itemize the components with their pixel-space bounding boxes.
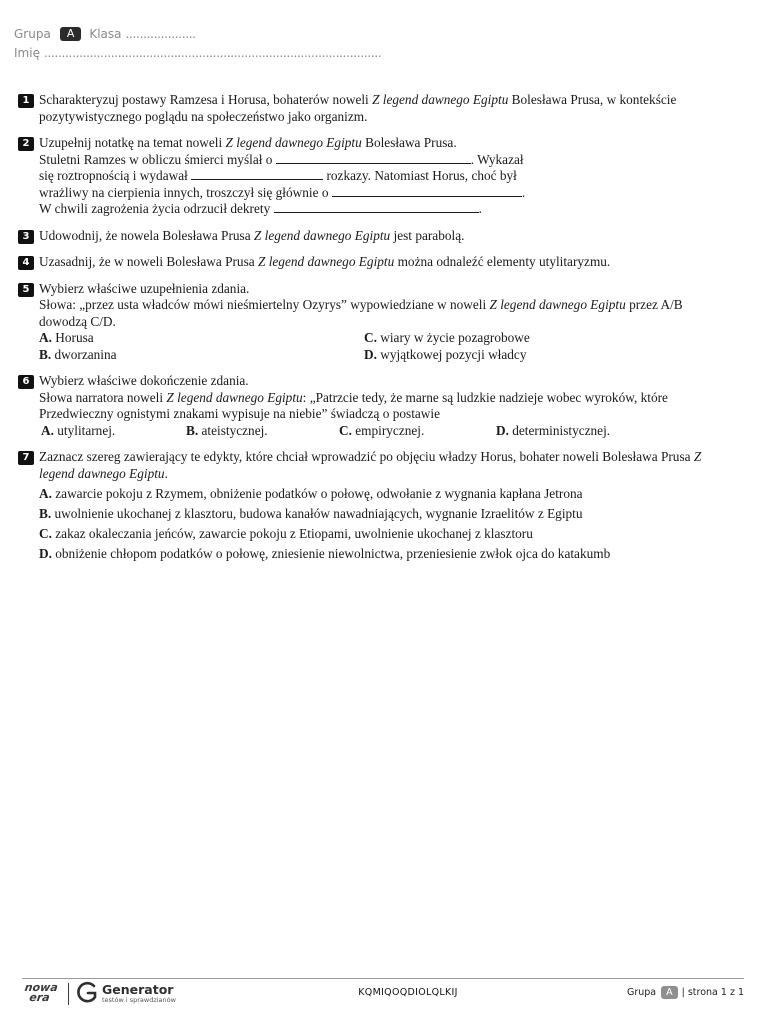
answer-option[interactable]: [39, 484, 718, 504]
question-sentence: [39, 297, 718, 330]
option-letter: B.: [39, 346, 52, 362]
answer-option[interactable]: [39, 544, 718, 564]
option-letter: A.: [39, 486, 52, 501]
name-row: [14, 43, 381, 62]
question-6: [18, 373, 718, 439]
question-5: [18, 281, 718, 364]
question-text: Słowa: „przez usta władców mówi nieśmiertelny Ozyrys” wypowiedziane w noweli: [39, 297, 490, 312]
note-text: Stuletni Ramzes w obliczu śmierci myślał o: [39, 151, 276, 167]
note-text: rozkazy. Natomiast Horus, choć był: [323, 168, 517, 183]
option-text: uwolnienie ukochanej z klasztoru, budowa kanałów nawadniających, wygnanie Izraelitów z Egiptu: [51, 506, 583, 521]
question-sentence: [39, 449, 718, 482]
logo-word: nowa: [23, 981, 59, 994]
answer-blank[interactable]: [332, 185, 522, 197]
answer-option[interactable]: [39, 504, 718, 524]
answer-option[interactable]: [339, 423, 496, 440]
option-letter: A.: [41, 422, 54, 438]
question-text: Scharakteryzuj postawy Ramzesa i Horusa, bohaterów noweli: [39, 92, 373, 107]
question-text: Uzupełnij notatkę na temat noweli: [39, 135, 226, 150]
question-3: [18, 228, 718, 245]
option-text: deterministycznej.: [508, 422, 611, 438]
option-letter: A.: [39, 330, 52, 345]
book-title: Z legend dawnego Egiptu: [489, 297, 626, 312]
note-text: .: [521, 184, 526, 200]
question-number: 3: [18, 230, 34, 244]
page-info: [627, 986, 744, 999]
question-number: 5: [18, 283, 34, 297]
note-text: .: [478, 201, 482, 216]
note-line: [39, 201, 718, 218]
answer-option[interactable]: [496, 423, 636, 440]
class-label: Klasa: [89, 26, 122, 41]
question-text: .: [164, 465, 168, 481]
question-7: [18, 449, 718, 564]
question-number: 2: [18, 137, 34, 151]
note-text: wrażliwy na cierpienia innych, troszczył się głównie o: [39, 184, 332, 200]
note-line: [39, 152, 718, 169]
option-letter: D.: [496, 422, 509, 438]
answer-option[interactable]: [39, 330, 364, 347]
logo-word: era: [28, 991, 51, 1004]
group-class-row: [14, 24, 381, 43]
question-text: Bolesława Prusa.: [361, 135, 457, 150]
page-counter: | strona 1 z 1: [681, 987, 744, 998]
answer-blank[interactable]: [191, 168, 323, 180]
question-instruction: [39, 135, 718, 152]
book-title: Z legend dawnego Egiptu: [39, 449, 702, 481]
option-letter: C.: [339, 422, 352, 438]
answer-option[interactable]: [41, 423, 186, 440]
question-text: Zaznacz szereg zawierający te edykty, które chciał wprowadzić po objęciu władzy Horus, bohater noweli Bolesława Prusa: [39, 449, 694, 464]
option-text: zawarcie pokoju z Rzymem, obniżenie podatków o połowę, odwołanie z wygnania kapłana Jetrona: [51, 486, 583, 501]
book-title: Z legend dawnego Egiptu: [225, 135, 362, 150]
question-2: [18, 135, 718, 218]
question-text: jest parabolą.: [390, 227, 465, 243]
question-number: 7: [18, 451, 34, 465]
class-dots: ....................: [125, 26, 196, 41]
question-text: : „Patrzcie tedy, że marne są ludzkie nadzieje wobec wyroków, które Przedwieczny ognistymi znakami wypisuje na niebie” świadczą o postawie: [39, 389, 668, 421]
question-text: Udowodnij, że nowela Bolesława Prusa: [39, 227, 254, 243]
answer-option[interactable]: [39, 347, 364, 364]
question-number: 4: [18, 256, 34, 270]
question-number: 6: [18, 375, 34, 389]
question-sentence: [39, 390, 718, 423]
name-label: Imię: [14, 45, 40, 60]
option-letter: B.: [39, 506, 52, 521]
book-title: Z legend dawnego Egiptu: [372, 92, 509, 107]
footer-divider: [22, 978, 744, 979]
book-title: Z legend dawnego Egiptu: [166, 389, 303, 405]
option-text: ateistycznej.: [198, 422, 268, 438]
book-title: Z legend dawnego Egiptu: [257, 254, 395, 269]
option-letter: D.: [364, 346, 377, 362]
footer-group-badge: A: [661, 986, 678, 999]
book-title: Z legend dawnego Egiptu: [253, 227, 391, 243]
name-dots: ................................................................................................: [43, 45, 382, 60]
answer-blank[interactable]: [274, 201, 479, 213]
question-text: Uzasadnij, że w noweli Bolesława Prusa: [39, 254, 258, 269]
option-text: Horusa: [51, 330, 94, 345]
option-letter: C.: [364, 330, 377, 345]
option-text: wyjątkowej pozycji władcy: [376, 346, 527, 362]
question-1: [18, 92, 718, 125]
note-text: W chwili zagrożenia życia odrzucił dekrety: [39, 201, 274, 216]
option-text: obniżenie chłopom podatków o połowę, zniesienie niewolnictwa, przeniesienie zwłok ojca do katakumb: [51, 546, 611, 561]
answer-option[interactable]: [186, 423, 339, 440]
question-instruction: Wybierz właściwe dokończenie zdania.: [39, 373, 249, 388]
answer-option[interactable]: [364, 330, 689, 347]
page-footer: [22, 981, 744, 1011]
footer-group-label: Grupa: [626, 987, 657, 998]
option-letter: C.: [39, 526, 52, 541]
answer-options: [39, 484, 718, 564]
option-text: utylitarnej.: [53, 422, 116, 438]
option-letter: B.: [186, 422, 199, 438]
option-text: empirycznej.: [351, 422, 425, 438]
option-text: zakaz okaleczania jeńców, zawarcie pokoju z Etiopami, uwolnienie ukochanej z klasztoru: [51, 526, 533, 541]
answer-blank[interactable]: [276, 152, 471, 164]
generator-logo-subtitle: testów i sprawdzianów: [102, 996, 176, 1004]
answer-options: [39, 330, 718, 363]
question-text: można odnaleźć elementy utylitaryzmu.: [394, 254, 611, 269]
question-number: 1: [18, 94, 34, 108]
question-list: [18, 92, 718, 574]
answer-option[interactable]: [364, 347, 689, 364]
question-instruction: Wybierz właściwe uzupełnienia zdania.: [39, 280, 250, 296]
test-code: KQMIQOQDIOLQLKIJ: [358, 987, 458, 998]
answer-options: [39, 423, 718, 440]
answer-option[interactable]: [39, 524, 718, 544]
option-text: dworzanina: [51, 346, 117, 362]
question-text: przez A/B dowodzą C/D.: [39, 297, 683, 329]
generator-logo-title: Generator: [102, 982, 174, 997]
question-4: [18, 254, 718, 271]
note-line: [39, 185, 718, 202]
note-line: [39, 168, 718, 185]
group-badge: A: [60, 27, 82, 41]
group-label: Grupa: [14, 26, 51, 41]
question-text: Bolesława Prusa, w kontekście pozytywistycznego poglądu na społeczeństwo jako organizm.: [39, 92, 677, 124]
question-text: Słowa narratora noweli: [39, 389, 167, 405]
option-letter: D.: [39, 546, 52, 561]
option-text: wiary w życie pozagrobowe: [376, 330, 530, 345]
student-header: [14, 24, 381, 62]
note-text: się roztropnością i wydawał: [39, 168, 192, 183]
note-text: . Wykazał: [470, 151, 524, 167]
